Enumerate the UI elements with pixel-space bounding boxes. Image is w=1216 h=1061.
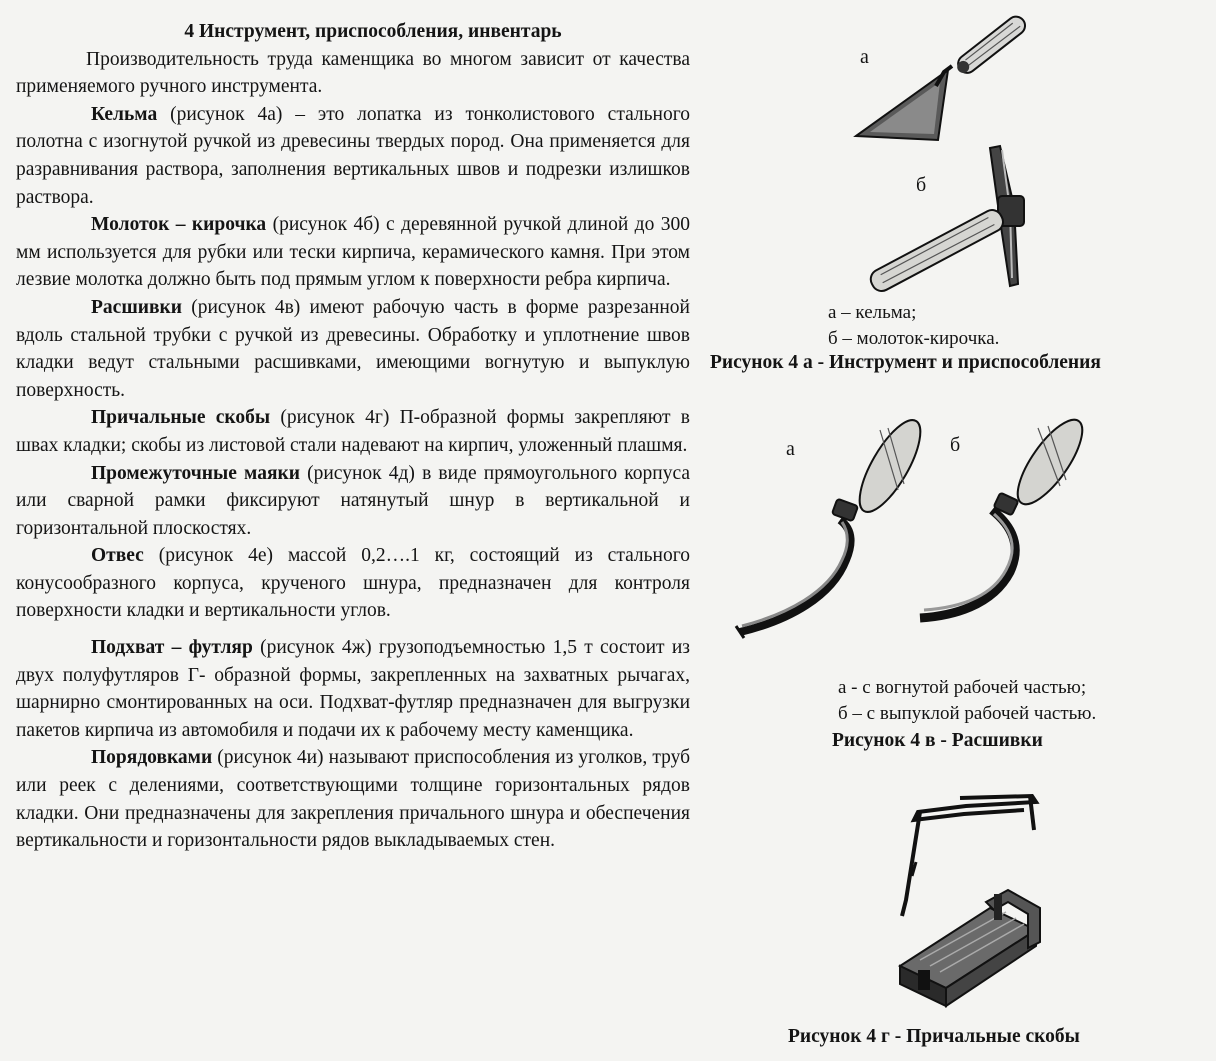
trowel-and-hammer-illustration (840, 10, 1060, 300)
paragraph-otves (16, 542, 690, 625)
paragraph-text: (рисунок 4ж) грузоподъемностью 1,5 т состоит из двух полуфутляров Г- образной формы, закрепленных на захватных рычагах, шарнирно смонтированных на оси. Подхват-футляр предназначен для выгрузки пакетов кирпича из автомобиля и подачи их к рабочему месту каменщика. (16, 637, 690, 741)
term: Расшивки (91, 296, 183, 318)
paragraph-rasshivki (16, 294, 690, 404)
term: Отвес (91, 545, 144, 567)
term: Промежуточные маяки (91, 462, 300, 484)
paragraph-text: (рисунок 4а) – это лопатка из тонколистового стального полотна с изогнутой ручкой из древесины твердых пород. Она применяется для разравнивания раствора, заполнения вертикальных швов и подрезки излишков раствора. (16, 103, 690, 208)
paragraph-molotok (16, 211, 690, 294)
term: Порядовками (91, 747, 213, 769)
figure-4a-label-b: б (916, 174, 927, 196)
paragraph-mayaki (16, 460, 690, 543)
intro-paragraph: Производительность труда каменщика во многом зависит от качества применяемого ручного инструмента. (16, 48, 690, 98)
paragraph-text: (рисунок 4б) с деревянной ручкой длиной до 300 мм используется для рубки или тески кирпича, керамического камня. При этом лезвие молотка должно быть под прямым углом к поверхности ребра кирпича. (16, 214, 690, 291)
paragraph-text: (рисунок 4и) называют приспособления из уголков, труб или реек с делениями, соответствующими толщине горизонтальных рядов кладки. Они предназначены для закрепления причального шнура и обеспечения вертикальности и горизонтальности рядов выкладываемых стен. (16, 747, 690, 852)
mooring-brackets-illustration (890, 790, 1050, 1010)
figure-4a-legend-a: а – кельма; (828, 302, 917, 323)
figure-4v-label-b: б (950, 434, 961, 456)
paragraph-text: (рисунок 4в) имеют рабочую часть в форме разрезанной вдоль стальной трубки с ручкой из древесины. Обработку и уплотнение швов кладки ведут стальными расшивками, имеющими вогнутую и выпуклую поверхность. (16, 296, 690, 401)
figure-4a-label-a: а (860, 46, 869, 68)
paragraph-text: (рисунок 4е) массой 0,2….1 кг, состоящий из стального конусообразного корпуса, крученого шнура, предназначен для контроля поверхности кладки и вертикальности углов. (16, 545, 690, 622)
figure-4v-legend-b: б – с выпуклой рабочей частью. (838, 703, 1097, 724)
term: Молоток – кирочка (91, 214, 267, 236)
figure-4v-label-a: а (786, 438, 795, 460)
figure-4g (890, 790, 1050, 1010)
paragraph-text: (рисунок 4г) П-образной формы закрепляют в швах кладки; скобы из листовой стали надевают на кирпич, уложенный плашмя. (16, 407, 690, 456)
figure-4a-caption: Рисунок 4 а - Инструмент и приспособления (710, 352, 1101, 373)
paragraph-kelma (16, 101, 690, 211)
figure-4a-legend-b: б – молоток-кирочка. (828, 328, 1000, 349)
section-title: 4 Инструмент, приспособления, инвентарь (184, 21, 562, 42)
paragraph-poryadovki (16, 744, 690, 854)
paragraph-skoby (16, 404, 690, 459)
figure-4v-legend-a: а - с вогнутой рабочей частью; (838, 677, 1087, 698)
text-column (16, 18, 690, 855)
figure-4g-caption: Рисунок 4 г - Причальные скобы (788, 1026, 1080, 1047)
term: Кельма (91, 103, 158, 125)
term: Подхват – футляр (91, 637, 253, 659)
term: Причальные скобы (91, 407, 271, 429)
paragraph-text: (рисунок 4д) в виде прямоугольного корпуса или сварной рамки фиксируют натянутый шнур в вертикальной и горизонтальной плоскостях. (16, 462, 690, 539)
paragraph-podkhvat (16, 634, 690, 744)
figure-4v-caption: Рисунок 4 в - Расшивки (832, 730, 1043, 751)
figure-4a (840, 10, 1060, 300)
